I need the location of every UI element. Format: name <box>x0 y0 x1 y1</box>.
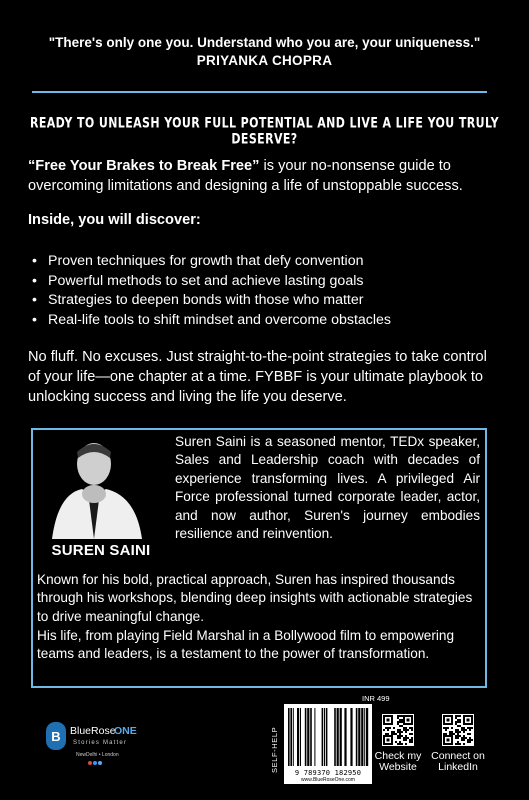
svg-text:B: B <box>51 729 61 744</box>
linkedin-qr-label: Connect on LinkedIn <box>431 750 485 773</box>
website-qr-code[interactable] <box>382 714 414 746</box>
author-photo <box>42 434 152 539</box>
bullet-item: • Strategies to deepen bonds with those who matter <box>28 291 498 311</box>
bullet-item: • Real-life tools to shift mindset and overcome obstacles <box>28 311 498 331</box>
isbn-number: 9 789370 182950 <box>294 769 362 777</box>
inside-heading: Inside, you will discover: <box>28 212 201 228</box>
author-name: SUREN SAINI <box>51 542 151 559</box>
publisher-cities: NewDelhi • London <box>76 752 119 758</box>
quote-text: "There's only one you. Understand who you are, your uniqueness." <box>48 35 481 50</box>
barcode-bars <box>284 704 372 770</box>
intro-paragraph <box>28 156 498 196</box>
intro-text: is your no-nonsense guide to overcoming limitations and designing a life of unstoppable success. <box>28 158 463 194</box>
website-qr-label: Check my Website <box>374 750 422 773</box>
barcode-url: www.BlueRoseOne.com <box>301 777 355 783</box>
category-label: SELF-HELP <box>270 726 279 774</box>
divider <box>32 91 487 93</box>
author-bio-2: Known for his bold, practical approach, Suren has inspired thousands through his workshops, blending deep insights with actionable strategies to drive meaningful change. <box>37 572 473 624</box>
author-bio-3: His life, from playing Field Marshal in a Bollywood film to empowering teams and leaders, is a testament to the power of transformation. <box>37 628 455 662</box>
book-title: “Free Your Brakes to Break Free” <box>28 158 260 174</box>
linkedin-qr-code[interactable] <box>442 714 474 746</box>
publisher-tagline: Stories Matter <box>73 740 128 746</box>
bullet-item: • Powerful methods to set and achieve lasting goals <box>28 272 498 292</box>
publisher-name-2: ONE <box>114 725 137 737</box>
price-label: INR 499 <box>362 694 390 703</box>
bullet-list <box>28 252 498 330</box>
publisher-logo <box>46 718 146 773</box>
bullet-item: • Proven techniques for growth that defy convention <box>28 252 498 272</box>
headline: READY TO UNLEASH YOUR FULL POTENTIAL AND LIVE A LIFE YOU TRULY DESERVE? <box>29 114 500 148</box>
author-bio-1: Suren Saini is a seasoned mentor, TEDx speaker, Sales and Leadership coach with decades of experience transforming lives. A privileged Air Force professional turned corporate leader, actor, and now author, Suren's journey embodies resilience and reinvention. <box>175 434 480 542</box>
closing-paragraph: No fluff. No excuses. Just straight-to-the-point strategies to take control of your life—one chapter at a time. FYBBF is your ultimate playbook to unlocking success and living the life you deserve. <box>28 349 487 405</box>
publisher-name: BlueRose <box>70 725 116 737</box>
quote-author: PRIYANKA CHOPRA <box>196 53 333 68</box>
